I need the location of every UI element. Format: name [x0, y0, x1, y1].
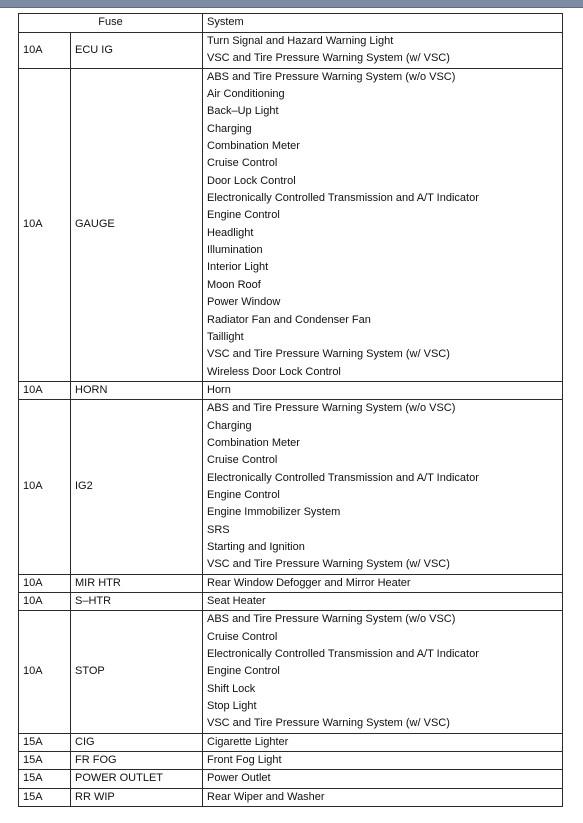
- system-item: Wireless Door Lock Control: [207, 365, 341, 378]
- system-item: Rear Wiper and Washer: [207, 790, 325, 803]
- system-item: ABS and Tire Pressure Warning System (w/o VSC): [207, 613, 456, 626]
- fuse-systems-cell: [203, 33, 563, 69]
- system-item: Cigarette Lighter: [207, 735, 289, 748]
- fuse-table-container: [18, 13, 562, 807]
- system-item: Charging: [207, 122, 252, 135]
- system-item: VSC and Tire Pressure Warning System (w/ VSC): [207, 52, 450, 65]
- fuse-systems-cell: [203, 611, 563, 733]
- window-top-band: [0, 0, 583, 8]
- fuse-amperage: 15A: [19, 770, 71, 788]
- fuse-systems-cell: [203, 574, 563, 592]
- system-item: Electronically Controlled Transmission and A/T Indicator: [207, 648, 479, 661]
- fuse-systems-cell: [203, 788, 563, 806]
- system-item: Combination Meter: [207, 140, 300, 153]
- fuse-amperage: 15A: [19, 752, 71, 770]
- system-item: Cruise Control: [207, 454, 278, 467]
- fuse-table-body: [19, 33, 563, 807]
- header-fuse: Fuse: [19, 14, 203, 33]
- system-item: Rear Window Defogger and Mirror Heater: [207, 576, 411, 589]
- system-item: Combination Meter: [207, 436, 300, 449]
- system-item: Cruise Control: [207, 157, 278, 170]
- fuse-systems-cell: [203, 400, 563, 574]
- table-header-row: [19, 14, 563, 33]
- system-item: Stop Light: [207, 700, 257, 713]
- table-row: [19, 33, 563, 69]
- fuse-name: ECU IG: [71, 33, 203, 69]
- fuse-name: IG2: [71, 400, 203, 574]
- system-item: Headlight: [207, 226, 254, 239]
- table-row: [19, 752, 563, 770]
- fuse-name: STOP: [71, 611, 203, 733]
- fuse-amperage: 10A: [19, 611, 71, 733]
- table-row: [19, 788, 563, 806]
- system-item: Engine Control: [207, 488, 280, 501]
- fuse-name: FR FOG: [71, 752, 203, 770]
- table-row: [19, 68, 563, 381]
- fuse-amperage: 15A: [19, 788, 71, 806]
- system-item: Electronically Controlled Transmission and A/T Indicator: [207, 471, 479, 484]
- fuse-systems-cell: [203, 733, 563, 751]
- fuse-amperage: 10A: [19, 68, 71, 381]
- fuse-amperage: 15A: [19, 733, 71, 751]
- system-item: Starting and Ignition: [207, 540, 305, 553]
- system-item: Shift Lock: [207, 682, 256, 695]
- fuse-name: RR WIP: [71, 788, 203, 806]
- system-item: Radiator Fan and Condenser Fan: [207, 313, 371, 326]
- table-row: [19, 593, 563, 611]
- system-item: VSC and Tire Pressure Warning System (w/ VSC): [207, 717, 450, 730]
- table-row: [19, 733, 563, 751]
- system-item: Turn Signal and Hazard Warning Light: [207, 35, 394, 47]
- system-item: Taillight: [207, 330, 244, 343]
- system-item: ABS and Tire Pressure Warning System (w/o VSC): [207, 402, 456, 415]
- system-item: Power Window: [207, 296, 281, 309]
- system-item: Charging: [207, 419, 252, 432]
- fuse-name: S–HTR: [71, 593, 203, 611]
- system-item: Front Fog Light: [207, 754, 282, 767]
- table-row: [19, 574, 563, 592]
- system-item: Engine Immobilizer System: [207, 506, 341, 519]
- system-item: Back–Up Light: [207, 105, 279, 118]
- fuse-amperage: 10A: [19, 574, 71, 592]
- system-item: Engine Control: [207, 665, 280, 678]
- table-row: [19, 381, 563, 399]
- fuse-systems-cell: [203, 68, 563, 381]
- fuse-table: [18, 13, 563, 807]
- system-item: ABS and Tire Pressure Warning System (w/o VSC): [207, 70, 456, 83]
- fuse-amperage: 10A: [19, 33, 71, 69]
- fuse-systems-cell: [203, 770, 563, 788]
- system-item: Door Lock Control: [207, 174, 296, 187]
- system-item: SRS: [207, 523, 230, 536]
- system-item: Air Conditioning: [207, 88, 285, 101]
- fuse-name: GAUGE: [71, 68, 203, 381]
- fuse-name: POWER OUTLET: [71, 770, 203, 788]
- system-item: Seat Heater: [207, 595, 266, 607]
- fuse-systems-cell: [203, 593, 563, 611]
- system-item: Cruise Control: [207, 630, 278, 643]
- header-system: System: [203, 14, 563, 33]
- fuse-name: MIR HTR: [71, 574, 203, 592]
- system-item: Engine Control: [207, 209, 280, 222]
- fuse-amperage: 10A: [19, 381, 71, 399]
- system-item: Electronically Controlled Transmission and A/T Indicator: [207, 192, 479, 205]
- system-item: VSC and Tire Pressure Warning System (w/ VSC): [207, 558, 450, 571]
- table-row: [19, 611, 563, 733]
- system-item: Interior Light: [207, 261, 269, 274]
- system-item: Horn: [207, 383, 231, 396]
- fuse-systems-cell: [203, 752, 563, 770]
- fuse-name: CIG: [71, 733, 203, 751]
- table-row: [19, 400, 563, 574]
- table-row: [19, 770, 563, 788]
- fuse-systems-cell: [203, 381, 563, 399]
- system-item: VSC and Tire Pressure Warning System (w/ VSC): [207, 348, 450, 361]
- fuse-amperage: 10A: [19, 400, 71, 574]
- fuse-name: HORN: [71, 381, 203, 399]
- fuse-amperage: 10A: [19, 593, 71, 611]
- system-item: Illumination: [207, 244, 263, 257]
- system-item: Moon Roof: [207, 278, 261, 291]
- system-item: Power Outlet: [207, 772, 271, 785]
